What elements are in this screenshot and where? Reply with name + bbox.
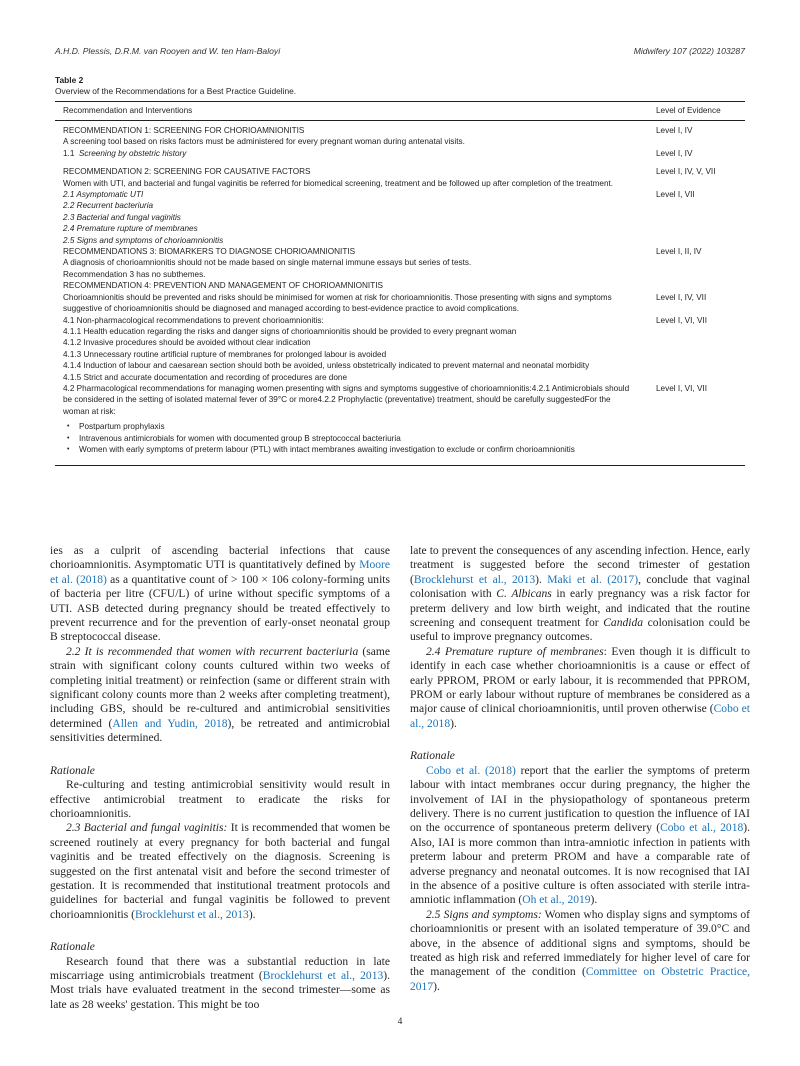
table-caption: Overview of the Recommendations for a Best Practice Guideline. (55, 86, 297, 96)
species-name: Candida (603, 617, 644, 630)
recommendation-2-title: RECOMMENDATION 2: SCREENING FOR CAUSATIVE FACTORS (63, 167, 311, 177)
table-row (55, 292, 745, 315)
text-run: , conclude that vaginal colonisation with (410, 573, 751, 601)
rationale-heading: Rationale (410, 750, 455, 763)
text-run: Women who display signs and symptoms of chorioamnionitis or present with an isolated temperature of 39.0°C and above, in the absence of additional signs and symptoms, should be treated as high risk and referred immediately for higher level of care for the management of the condition ( (410, 908, 750, 979)
level-of-evidence: Level I, VII (656, 190, 695, 200)
subtheme (63, 148, 633, 159)
sub-recommendation: 4.1.5 Strict and accurate documentation and recording of procedures are done (63, 372, 348, 382)
sub-recommendation: 4.1.4 Induction of labour and caesarean section should both be avoided, unless obstetrically indicated to prevent maternal and neonatal morbidity (63, 361, 590, 371)
level-of-evidence: Level I, VI, VII (656, 383, 707, 393)
recommendation-text: Women with UTI, and bacterial and fungal vaginitis be referred for biomedical screening, treatment and be followed up after completion of the treatment. (63, 178, 614, 188)
subtheme: 4.1 Non-pharmacological recommendations to prevent chorioamnionitis: (63, 315, 324, 325)
subtheme: 2.1 Asymptomatic UTI (63, 190, 144, 200)
species-name: C. Albicans (496, 588, 552, 601)
running-header-authors: A.H.D. Plessis, D.R.M. van Rooyen and W. ten Ham-Baloyi (55, 46, 281, 56)
table-row (55, 125, 745, 136)
level-of-evidence: Level I, IV (656, 148, 693, 158)
text-run: : Even though it is difficult to identify in each case whether chorioamnionitis is a cause or effect of early PPROM, PROM or early labour, it is recommended that PPROM, PROM or early labour without rupture of membranes be considered as a major cause of clinical chorioamnionitis, until proven otherwise ( (410, 645, 750, 716)
paragraph (410, 908, 750, 994)
table-row (55, 136, 745, 147)
sub-recommendation: 4.1.1 Health education regarding the risks and danger signs of chorioamnionitis should be provided to every pregnant woman (63, 326, 517, 336)
table-row (55, 200, 745, 211)
table-label: Table 2 (55, 75, 84, 85)
paragraph-lead: 2.5 Signs and symptoms: (426, 908, 542, 921)
text-run: Research found that there was a substantial reduction in late miscarriage using antimicrobials treatment ( (50, 955, 390, 982)
text-run: ). (248, 908, 256, 921)
rationale-heading: Rationale (50, 764, 95, 777)
text-run: It is recommended that women be screened routinely at every pregnancy for both bacterial and fungal vaginitis and be treated effectively on the diagnosis. Screening is suggested on the first antenatal visit and before the second trimester of gestation. It is recommended that institutional treatment protocols and guidelines for bacterial and fungal vaginitis be followed to prevent chorioamnionitis ( (50, 822, 390, 921)
text-run: ). (433, 980, 440, 993)
recommendation-1-title: RECOMMENDATION 1: SCREENING FOR CHORIOAMNIONITIS (63, 126, 305, 135)
text-run: in early pregnancy was a risk factor for preterm delivery and low birth weight, and indicated that the routine screening and consequent treatment for (410, 588, 750, 630)
text-run: late to prevent the consequences of any ascending infection. Hence, early treatment is suggested before the second trimester of gestation ( (410, 545, 750, 586)
text-run: colonisation could be useful to improve pregnancy outcomes. (410, 617, 750, 644)
paragraph (410, 544, 750, 645)
level-of-evidence: Level I, II, IV (656, 247, 702, 257)
text-run: ), be retreated and antimicrobial sensitivities determined. (50, 717, 391, 745)
subtheme: 2.5 Signs and symptoms of chorioamnionitis (63, 235, 224, 245)
table-row (55, 166, 745, 177)
page-number: 4 (397, 1017, 403, 1027)
table-row (55, 315, 745, 326)
table-row (55, 326, 745, 337)
level-of-evidence: Level I, IV, VII (656, 292, 707, 302)
level-of-evidence: Level I, VI, VII (656, 315, 707, 325)
citation-link[interactable]: Committee on Obstetric Practice, 2017 (410, 966, 750, 993)
table-row (55, 372, 745, 383)
table-row (55, 246, 745, 257)
text-run: ). (590, 894, 598, 907)
paragraph (50, 821, 390, 922)
level-of-evidence: Level I, IV, V, VII (656, 167, 716, 177)
recommendation-text: A screening tool based on risks factors must be administered for every pregnant woman during antenatal visits. (63, 137, 465, 147)
bullet-list (67, 421, 637, 455)
subtheme-number: 1.1 (63, 148, 75, 158)
text-run: ). (535, 573, 548, 586)
table-row (55, 269, 745, 280)
table-row (55, 189, 745, 200)
list-item: • Postpartum prophylaxis (67, 421, 637, 432)
recommendations-table (55, 75, 745, 466)
running-header (55, 46, 745, 60)
paragraph-lead: 2.2 It is recommended that women with recurrent bacteriuria (66, 645, 359, 658)
text-run: ). Most trials have evaluated treatment in the second trimester—some as late as 28 weeks' gestation. This might be too (50, 969, 390, 1011)
paragraph (50, 645, 390, 746)
subtheme: 2.2 Recurrent bacteriuria (63, 201, 154, 211)
right-column (410, 544, 750, 994)
running-header-journal: Midwifery 107 (2022) 103287 (633, 46, 745, 56)
table-row (55, 148, 745, 159)
subtheme: 2.3 Bacterial and fungal vaginitis (63, 212, 181, 222)
subtheme: 2.4 Premature rupture of membranes (63, 224, 198, 234)
table-row (55, 280, 745, 291)
table-row (55, 349, 745, 360)
text-run: ). (450, 717, 457, 730)
citation-link[interactable]: Allen and Yudin, 2018 (112, 717, 228, 730)
list-item: • Women with early symptoms of preterm labour (PTL) with intact membranes awaiting investigation to exclude or confirm chorioamnionitis (67, 444, 637, 455)
citation-link[interactable]: Maki et al. (2017) (547, 573, 639, 586)
text-run: (same strain with significant colony counts cultured within two weeks of completing initial treatment) or reinfection (same or different strain with significant colony counts more than 2 weeks after completing treatment), including GBS, should be re-cultured and antimicrobial sensitivities determined ( (50, 645, 390, 730)
paragraph (410, 764, 750, 908)
table-row (55, 337, 745, 348)
column-header-recommendation: Recommendation and Interventions (63, 106, 193, 115)
table-body (55, 121, 745, 455)
paragraph-lead: 2.4 Premature rupture of membranes (426, 645, 604, 658)
recommendation-3-title: RECOMMENDATIONS 3: BIOMARKERS TO DIAGNOSE CHORIOAMNIONITIS (63, 247, 356, 257)
recommendation-text: A diagnosis of chorioamnionitis should not be made based on single maternal immune essays but series of tests. (63, 258, 472, 268)
table-bottom-rule (55, 465, 745, 466)
citation-link[interactable]: Brocklehurst et al., 2013 (134, 908, 249, 921)
sub-recommendation: 4.1.3 Unnecessary routine artificial rupture of membranes for prolonged labour is avoided (63, 349, 387, 359)
paragraph (50, 955, 390, 1013)
rationale-heading: Rationale (50, 941, 95, 954)
citation-link[interactable]: Cobo et al., 2018 (660, 822, 744, 835)
table-row (55, 235, 745, 246)
table-header-row (55, 102, 745, 120)
subtheme-label: Screening by obstetric history (78, 148, 187, 158)
text-run: ). Also, IAI is more common than intra-amniotic infection in patients with preterm labour and preterm PROM and have a comparable rate of adverse pregnancy and neonatal outcomes. It is now recognised that IAI in the absence of a positive culture is often associated with sterile intra-amniotic inflammation ( (410, 822, 750, 907)
left-column (50, 544, 390, 1012)
text-run: report that the earlier the symptoms of preterm labour with intact membranes occur during pregnancy, the higher the involvement of IAI in the physiopathology of spontaneous preterm delivery. There is no current justification to question the influence of IAI on the occurrence of spontaneous preterm delivery ( (410, 764, 750, 835)
citation-link[interactable]: Moore et al. (2018) (50, 559, 390, 586)
paragraph: Re-culturing and testing antimicrobial sensitivity would result in effective antimicrobial treatment to eradicate the risks for chorioamnionitis. (50, 779, 390, 820)
recommendation-text: Chorioamnionitis should be prevented and risks should be minimised for women at risk for chorioamnionitis. Those presenting with signs and symptoms suggestive of chorioamnionitis should be diagnosed and managed according to best-evidence practice to avoid complications. (63, 292, 612, 314)
list-item: • Intravenous antimicrobials for women with documented group B streptococcal bacteriuria (67, 433, 637, 444)
citation-link[interactable]: Brocklehurst et al., 2013 (262, 969, 384, 982)
paragraph (410, 645, 750, 731)
citation-link[interactable]: Cobo et al. (2018) (426, 764, 516, 777)
citation-link[interactable]: Cobo et al., 2018 (410, 703, 750, 730)
table-row (55, 257, 745, 268)
citation-link[interactable]: Brocklehurst et al., 2013 (413, 573, 536, 586)
recommendation-note: Recommendation 3 has no subthemes. (63, 269, 206, 279)
table-row (55, 212, 745, 223)
table-row (55, 360, 745, 371)
paragraph-lead: 2.3 Bacterial and fungal vaginitis: (66, 822, 228, 835)
table-row (55, 178, 745, 189)
subtheme: 4.2 Pharmacological recommendations for managing women presenting with signs and symptoms suggestive of chorioamnionitis:4.2.1 Antimicrobials should be considered in the setting of isolated maternal fever of 39°C or more4.2.2 Prophylactic (preventative) treatment, should be carefully suggestedFor the woman at risk: (63, 383, 630, 416)
text-run: ies as a culprit of ascending bacterial infections that cause chorioamnionitis. Asymptomatic UTI is quantitatively defined by (50, 545, 390, 572)
sub-recommendation: 4.1.2 Invasive procedures should be avoided without clear indication (63, 338, 311, 348)
recommendation-4-title: RECOMMENDATION 4: PREVENTION AND MANAGEMENT OF CHORIOAMNIONITIS (63, 281, 383, 291)
table-row (55, 223, 745, 234)
column-header-level: Level of Evidence (656, 106, 721, 115)
citation-link[interactable]: Oh et al., 2019 (522, 894, 591, 907)
table-row (55, 383, 745, 417)
text-run: as a quantitative count of > 100 × 106 colony-forming units of bacteria per litre (CFU/L) of urine without specific symptoms of a UTI. ASB detected during pregnancy should be treated effectively to prevent recurrence and for the prevention of early-onset neonatal group B streptococcal disease. (50, 573, 390, 644)
level-of-evidence: Level I, IV (656, 126, 693, 135)
paragraph (50, 544, 390, 645)
